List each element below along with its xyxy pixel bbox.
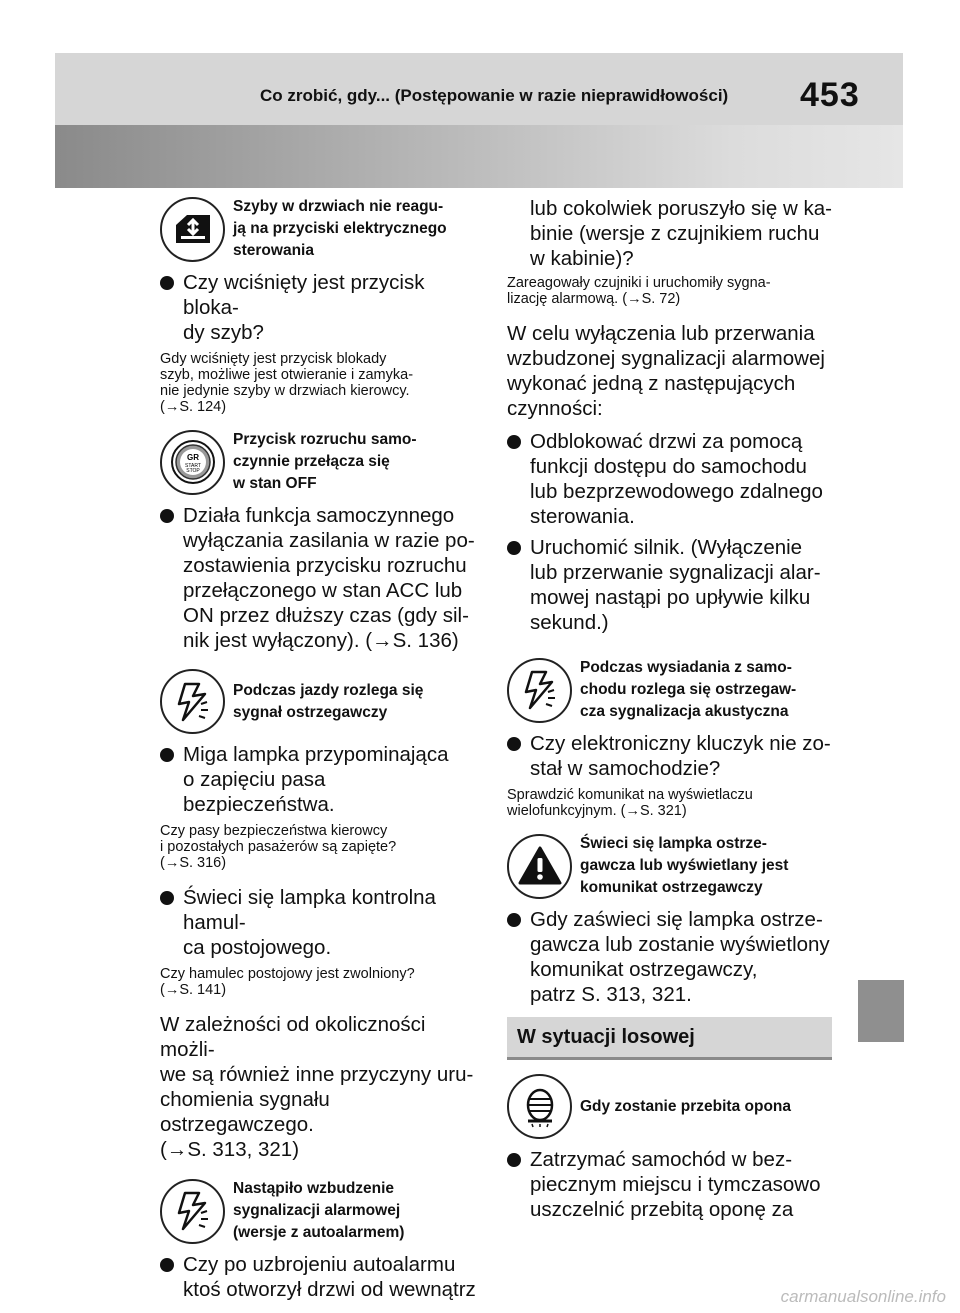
left-column <box>160 196 480 1308</box>
exit-alarm-section-header <box>507 657 832 723</box>
bullet-text: Czy elektroniczny kluczyk nie zo- stał w samochodzie? <box>530 732 831 780</box>
bullet-text: Gdy zaświeci się lampka ostrze- gawcza lub zostanie wyświetlony komunikat ostrzegawczy, patrz S. 313, 321. <box>530 908 830 1006</box>
right-column <box>507 196 832 1228</box>
page-header-title: Co zrobić, gdy... (Postępowanie w razie nieprawidłowości) <box>260 86 729 105</box>
flat-tire-icon <box>507 1074 572 1139</box>
bullet-item <box>507 429 832 529</box>
paragraph: W zależności od okoliczności możli- we są również inne przyczyny uru- chomienia sygnału ostrzegawczego. (→S. 313, 321) <box>160 1013 474 1161</box>
start-label: START <box>184 463 201 469</box>
alarm-sound-icon <box>160 1179 225 1244</box>
note-text: Sprawdzić komunikat na wyświetlaczu wielofunkcyjnym. (→S. 321) <box>507 787 753 819</box>
bullet-text: Miga lampka przypominająca o zapięciu pasa bezpieczeństwa. <box>183 743 449 816</box>
bullet-text: Świeci się lampka kontrolna hamul- ca postojowego. <box>183 886 436 959</box>
section-heading: W sytuacji losowej <box>507 1017 832 1060</box>
start-stop-button-icon <box>160 430 225 495</box>
bullet-dot-icon <box>507 541 521 555</box>
chapter-tab <box>858 980 904 1042</box>
bullet-dot-icon <box>507 737 521 751</box>
bullet-text: Działa funkcja samoczynnego wyłączania zasilania w razie po- zostawienia przycisku rozruchu przełączonego w stan ACC lub ON przez dłuższy czas (gdy sil- nik jest wyłączony). (→S. 136) <box>183 504 475 652</box>
window-section-title: Szyby w drzwiach nie reagu- ją na przyciski elektrycznego sterowania <box>233 198 447 259</box>
exit-alarm-section-title: Podczas wysiadania z samo- chodu rozlega się ostrzegaw- cza sygnalizacja akustyczna <box>580 659 797 720</box>
bullet-item <box>160 1252 480 1302</box>
bullet-item <box>507 907 832 1007</box>
bullet-text: Odblokować drzwi za pomocą funkcji dostępu do samochodu lub bezprzewodowego zdalnego sterowania. <box>530 430 823 528</box>
bullet-dot-icon <box>160 891 174 905</box>
bullet-item <box>160 885 480 960</box>
bullet-item <box>160 270 480 345</box>
bullet-item <box>507 1147 832 1222</box>
stop-label: STOP <box>185 468 200 474</box>
bullet-text: Uruchomić silnik. (Wyłączenie lub przerwanie sygnalizacji alar- mowej nastąpi po upływie kilku sekund.) <box>530 536 821 634</box>
bullet-dot-icon <box>507 435 521 449</box>
note-text: Gdy wciśnięty jest przycisk blokady szyb, możliwe jest otwieranie i zamyka- nie jedynie szyby w drzwiach kierowcy. (→S. 124) <box>160 351 414 415</box>
note-text: Czy pasy bezpieczeństwa kierowcy i pozostałych pasażerów są zapięte? (→S. 316) <box>160 823 397 871</box>
note-text: Zareagowały czujniki i uruchomiły sygna- lizację alarmową. (→S. 72) <box>507 275 771 307</box>
bullet-dot-icon <box>160 509 174 523</box>
start-section-header <box>160 429 480 495</box>
exit-warning-icon <box>507 658 572 723</box>
driving-alarm-section-header <box>160 669 480 734</box>
window-lock-icon <box>160 197 225 262</box>
footer-watermark: carmanualsonline.info <box>780 1287 946 1306</box>
paragraph: W celu wyłączenia lub przerwania wzbudzonej sygnalizacji alarmowej wykonać jedną z następujących czynności: <box>507 322 825 420</box>
continued-text: lub cokolwiek poruszyło się w ka- binie (wersje z czujnikiem ruchu w kabinie)? <box>530 197 832 270</box>
exclamation-warning-icon <box>507 834 572 899</box>
bullet-item <box>507 731 832 781</box>
bullet-text: Czy po uzbrojeniu autoalarmu ktoś otworzył drzwi od wewnątrz <box>183 1253 476 1301</box>
alarm-section-title: Nastąpiło wzbudzenie sygnalizacji alarmowej (wersje z autoalarmem) <box>233 1180 405 1241</box>
start-section-title: Przycisk rozruchu samo- czynnie przełącza się w stan OFF <box>233 431 417 492</box>
flat-tire-section-header <box>507 1074 832 1139</box>
bullet-text: Zatrzymać samochód w bez- piecznym miejscu i tymczasowo uszczelnić przebitą oponę za <box>530 1148 821 1221</box>
bullet-dot-icon <box>160 276 174 290</box>
alarm-section-header <box>160 1178 480 1244</box>
window-section-header <box>160 196 480 262</box>
bullet-item <box>507 535 832 635</box>
page-number: 453 <box>800 76 860 114</box>
gradient-band <box>55 125 903 188</box>
gr-logo-text: GR <box>186 453 199 462</box>
warning-sound-icon <box>160 669 225 734</box>
bullet-text: Czy wciśnięty jest przycisk bloka- dy szyb? <box>183 271 425 344</box>
driving-alarm-section-title: Podczas jazdy rozlega się sygnał ostrzegawczy <box>233 681 424 721</box>
bullet-dot-icon <box>507 913 521 927</box>
bullet-item <box>160 503 480 653</box>
warning-light-section-title: Świeci się lampka ostrze- gawcza lub wyświetlany jest komunikat ostrzegawczy <box>580 835 789 896</box>
warning-light-section-header <box>507 833 832 899</box>
bullet-item <box>160 742 480 817</box>
bullet-dot-icon <box>160 1258 174 1272</box>
bullet-dot-icon <box>507 1153 521 1167</box>
flat-tire-section-title: Gdy zostanie przebita opona <box>580 1097 791 1115</box>
bullet-dot-icon <box>160 748 174 762</box>
note-text: Czy hamulec postojowy jest zwolniony? (→S. 141) <box>160 966 415 998</box>
